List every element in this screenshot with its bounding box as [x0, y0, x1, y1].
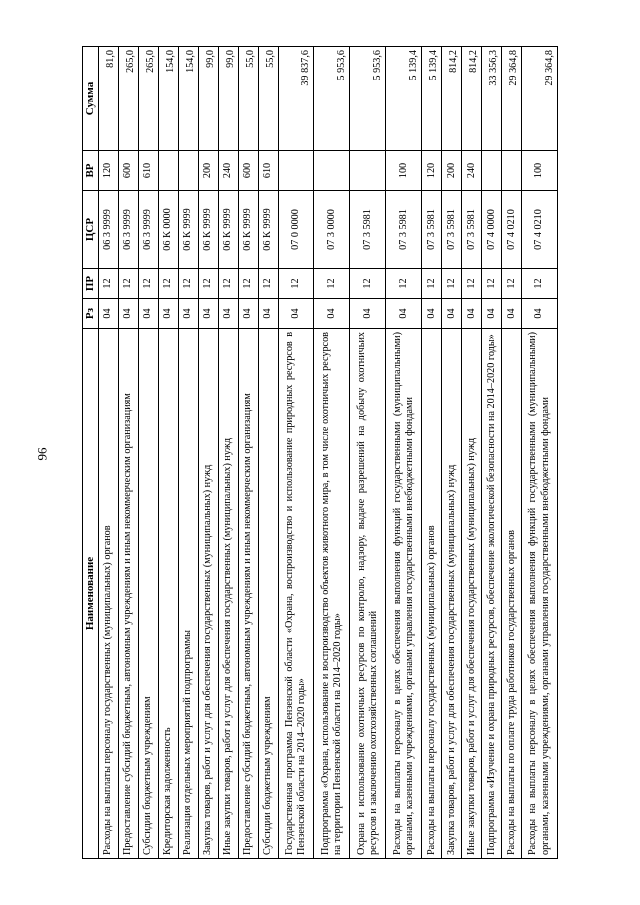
- cell-sum: 5 953,6: [314, 46, 350, 150]
- cell-rz: 04: [118, 298, 138, 328]
- cell-pr: 12: [442, 268, 462, 298]
- cell-vr: [178, 150, 198, 190]
- cell-name: Расходы на выплаты персоналу в целях обеспечения выполнения функций государственными (муниципальными) органами, казенными учреждениями, органами управления государственными внебюджетными фондами: [522, 328, 558, 858]
- cell-name: Субсидии бюджетным учреждениям: [258, 328, 278, 858]
- cell-pr: 12: [218, 268, 238, 298]
- cell-csr: 07 3 5981: [386, 190, 422, 268]
- cell-vr: 240: [218, 150, 238, 190]
- cell-csr: 06 К 9999: [218, 190, 238, 268]
- cell-pr: 12: [422, 268, 442, 298]
- cell-pr: 12: [314, 268, 350, 298]
- cell-csr: 07 3 0000: [314, 190, 350, 268]
- table-row: [158, 46, 178, 858]
- cell-name: Охрана и использование охотничьих ресурсов по контролю, надзору, выдаче разрешений на добычу охотничьих ресурсов и заключению охотхозяйственных соглашений: [350, 328, 386, 858]
- table-row: [278, 46, 314, 858]
- cell-vr: 120: [98, 150, 118, 190]
- cell-vr: 600: [238, 150, 258, 190]
- cell-csr: 06 3 9999: [98, 190, 118, 268]
- cell-rz: 04: [178, 298, 198, 328]
- table-row: [238, 46, 258, 858]
- cell-sum: 154,0: [178, 46, 198, 150]
- budget-table-wrapper: [82, 47, 558, 859]
- cell-pr: 12: [522, 268, 558, 298]
- cell-pr: 12: [482, 268, 502, 298]
- header-rz: Рз: [83, 298, 99, 328]
- table-row: [138, 46, 158, 858]
- page-number: 96: [34, 447, 50, 461]
- cell-rz: 04: [238, 298, 258, 328]
- cell-rz: 04: [502, 298, 522, 328]
- cell-pr: 12: [118, 268, 138, 298]
- cell-name: Реализация отдельных мероприятий подпрограммы: [178, 328, 198, 858]
- table-row: [118, 46, 138, 858]
- cell-rz: 04: [138, 298, 158, 328]
- table-row: [482, 46, 502, 858]
- cell-sum: 99,0: [218, 46, 238, 150]
- cell-csr: 06 3 9999: [118, 190, 138, 268]
- cell-pr: 12: [198, 268, 218, 298]
- cell-pr: 12: [350, 268, 386, 298]
- cell-sum: 29 364,8: [502, 46, 522, 150]
- cell-rz: 04: [350, 298, 386, 328]
- cell-name: Закупка товаров, работ и услуг для обеспечения государственных (муниципальных) нужд: [442, 328, 462, 858]
- table-row: [350, 46, 386, 858]
- header-pr: ПР: [83, 268, 99, 298]
- cell-name: Кредиторская задолженность: [158, 328, 178, 858]
- cell-sum: 5 953,6: [350, 46, 386, 150]
- cell-csr: 07 4 0000: [482, 190, 502, 268]
- cell-name: Подпрограмма «Охрана, использование и воспроизводство объектов животного мира, в том числе охотничьих ресурсов на территории Пензенской области на 2014–2020 годы»: [314, 328, 350, 858]
- cell-vr: 100: [386, 150, 422, 190]
- cell-sum: 5 139,4: [422, 46, 442, 150]
- header-vr: ВР: [83, 150, 99, 190]
- table-row: [522, 46, 558, 858]
- cell-vr: [278, 150, 314, 190]
- cell-vr: 240: [462, 150, 482, 190]
- cell-name: Иные закупки товаров, работ и услуг для обеспечения государственных (муниципальных) нужд: [218, 328, 238, 858]
- cell-sum: 814,2: [442, 46, 462, 150]
- cell-name: Расходы на выплаты персоналу государственных (муниципальных) органов: [98, 328, 118, 858]
- cell-name: Субсидии бюджетным учреждениям: [138, 328, 158, 858]
- cell-vr: 120: [422, 150, 442, 190]
- cell-sum: 33 356,3: [482, 46, 502, 150]
- cell-rz: 04: [218, 298, 238, 328]
- cell-rz: 04: [158, 298, 178, 328]
- cell-pr: 12: [386, 268, 422, 298]
- cell-rz: 04: [198, 298, 218, 328]
- budget-table: [82, 46, 558, 859]
- cell-vr: [350, 150, 386, 190]
- cell-vr: 600: [118, 150, 138, 190]
- cell-sum: 81,0: [98, 46, 118, 150]
- table-row: [218, 46, 238, 858]
- cell-vr: [502, 150, 522, 190]
- cell-pr: 12: [158, 268, 178, 298]
- table-row: [462, 46, 482, 858]
- cell-pr: 12: [138, 268, 158, 298]
- cell-sum: 39 837,6: [278, 46, 314, 150]
- cell-sum: 5 139,4: [386, 46, 422, 150]
- cell-csr: 07 3 5981: [350, 190, 386, 268]
- table-row: [178, 46, 198, 858]
- cell-csr: 07 3 5981: [462, 190, 482, 268]
- cell-csr: 06 К 0000: [158, 190, 178, 268]
- header-csr: ЦСР: [83, 190, 99, 268]
- header-sum: Сумма: [83, 46, 99, 150]
- cell-rz: 04: [462, 298, 482, 328]
- cell-vr: [482, 150, 502, 190]
- cell-vr: 100: [522, 150, 558, 190]
- cell-name: Расходы на выплаты персоналу в целях обеспечения выполнения функций государственными (муниципальными) органами, казенными учреждениями, органами управления государственными внебюджетными фондами: [386, 328, 422, 858]
- cell-sum: 29 364,8: [522, 46, 558, 150]
- cell-sum: 55,0: [238, 46, 258, 150]
- cell-csr: 07 4 0210: [502, 190, 522, 268]
- cell-vr: [158, 150, 178, 190]
- cell-pr: 12: [502, 268, 522, 298]
- cell-name: Закупка товаров, работ и услуг для обеспечения государственных (муниципальных) нужд: [198, 328, 218, 858]
- cell-sum: 265,0: [118, 46, 138, 150]
- cell-sum: 814,2: [462, 46, 482, 150]
- cell-rz: 04: [98, 298, 118, 328]
- cell-vr: [314, 150, 350, 190]
- table-row: [258, 46, 278, 858]
- cell-sum: 55,0: [258, 46, 278, 150]
- cell-name: Расходы на выплаты по оплате труда работников государственных органов: [502, 328, 522, 858]
- cell-vr: 610: [138, 150, 158, 190]
- cell-csr: 07 3 5981: [422, 190, 442, 268]
- cell-vr: 200: [442, 150, 462, 190]
- cell-rz: 04: [314, 298, 350, 328]
- cell-rz: 04: [482, 298, 502, 328]
- table-row: [386, 46, 422, 858]
- cell-csr: 06 К 9999: [198, 190, 218, 268]
- cell-sum: 99,0: [198, 46, 218, 150]
- cell-csr: 07 3 5981: [442, 190, 462, 268]
- cell-name: Иные закупки товаров, работ и услуг для обеспечения государственных (муниципальных) нужд: [462, 328, 482, 858]
- cell-vr: 610: [258, 150, 278, 190]
- cell-csr: 07 4 0210: [522, 190, 558, 268]
- cell-pr: 12: [462, 268, 482, 298]
- cell-csr: 07 0 0000: [278, 190, 314, 268]
- cell-name: Расходы на выплаты персоналу государственных (муниципальных) органов: [422, 328, 442, 858]
- cell-pr: 12: [258, 268, 278, 298]
- cell-pr: 12: [238, 268, 258, 298]
- cell-rz: 04: [386, 298, 422, 328]
- cell-rz: 04: [442, 298, 462, 328]
- cell-pr: 12: [98, 268, 118, 298]
- header-name: Наименование: [83, 328, 99, 858]
- cell-vr: 200: [198, 150, 218, 190]
- table-row: [442, 46, 462, 858]
- cell-rz: 04: [278, 298, 314, 328]
- cell-name: Государственная программа Пензенской области «Охрана, воспроизводство и использование природных ресурсов в Пензенской области на 2014–2020 годы»: [278, 328, 314, 858]
- cell-csr: 06 К 9999: [258, 190, 278, 268]
- cell-rz: 04: [522, 298, 558, 328]
- cell-pr: 12: [278, 268, 314, 298]
- cell-sum: 265,0: [138, 46, 158, 150]
- cell-pr: 12: [178, 268, 198, 298]
- cell-name: Подпрограмма «Изучение и охрана природных ресурсов, обеспечение экологической безопасности на 2014–2020 годы»: [482, 328, 502, 858]
- table-row: [198, 46, 218, 858]
- cell-name: Предоставление субсидий бюджетным, автономным учреждениям и иным некоммерческим организациям: [238, 328, 258, 858]
- cell-name: Предоставление субсидий бюджетным, автономным учреждениям и иным некоммерческим организациям: [118, 328, 138, 858]
- cell-rz: 04: [422, 298, 442, 328]
- table-row: [98, 46, 118, 858]
- table-header-row: [83, 46, 99, 858]
- table-row: [502, 46, 522, 858]
- cell-csr: 06 3 9999: [138, 190, 158, 268]
- table-row: [314, 46, 350, 858]
- cell-sum: 154,0: [158, 46, 178, 150]
- cell-csr: 06 К 9999: [238, 190, 258, 268]
- cell-rz: 04: [258, 298, 278, 328]
- cell-csr: 06 К 9999: [178, 190, 198, 268]
- table-row: [422, 46, 442, 858]
